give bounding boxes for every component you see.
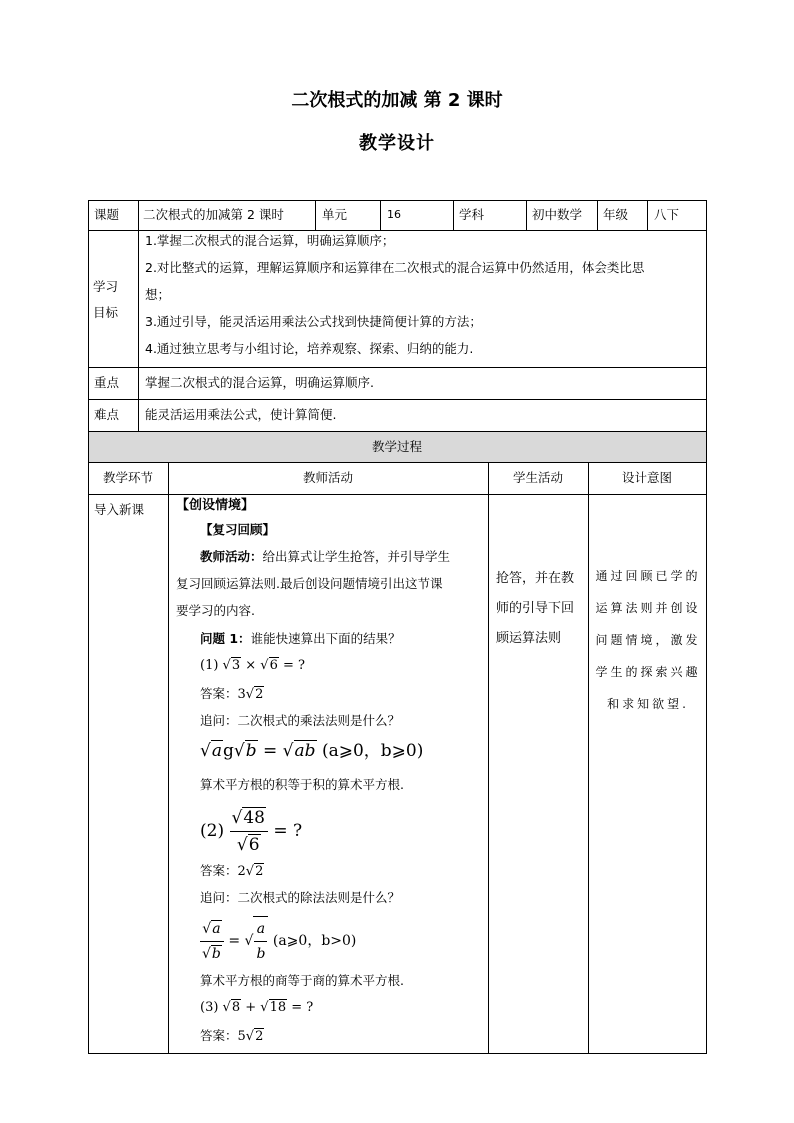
key-point-label: 重点 xyxy=(94,375,120,390)
teacher-activity-line2: 复习回顾运算法则.最后创设问题情境引出这节课 xyxy=(176,576,443,591)
multiplication-rule: √ag√b = √ab (a⩾0，b⩾0) xyxy=(200,741,424,761)
table-line xyxy=(488,462,489,1054)
problem-2 xyxy=(200,805,302,858)
goal-item: 4.通过独立思考与小组讨论，培养观察、探索、归纳的能力. xyxy=(145,341,474,356)
goals-label-line2: 目标 xyxy=(93,305,119,320)
equals-question: = ? xyxy=(283,658,305,673)
equals-question: = ? xyxy=(291,1000,314,1015)
course-value: 二次根式的加减第 2 课时 xyxy=(143,207,284,222)
answer-radicand: 2 xyxy=(255,687,264,702)
table-border-left xyxy=(88,200,89,1054)
answer-label: 答案： xyxy=(200,1028,238,1043)
difficulty-value: 能灵活运用乘法公式，使计算简便. xyxy=(145,407,337,422)
grade-value: 八下 xyxy=(654,207,680,222)
rule-condition: (a⩾0，b>0) xyxy=(272,933,357,949)
answer-coefficient: 2 xyxy=(237,864,246,879)
division-rule-text: 算术平方根的商等于商的算术平方根. xyxy=(200,973,404,988)
key-point-value: 掌握二次根式的混合运算，明确运算顺序. xyxy=(145,375,374,390)
goal-item: 3.通过引导，能灵活运用乘法公式找到快捷简便计算的方法； xyxy=(145,314,482,329)
document-title: 二次根式的加减 第 2 课时 xyxy=(291,90,503,111)
design-intent-line: 学生的探索兴趣 xyxy=(595,665,701,679)
rule-condition: (a⩾0，b⩾0) xyxy=(321,741,424,761)
follow-up-1: 追问：二次根式的乘法法则是什么？ xyxy=(200,713,401,728)
answer-coefficient: 5 xyxy=(237,1029,246,1044)
section-heading: 【创设情境】 xyxy=(176,498,255,513)
design-intent-line: 问题情境，激发 xyxy=(595,633,701,647)
answer-coefficient: 3 xyxy=(237,687,246,702)
problem-1: (1) √3 × √6 = ? xyxy=(200,658,305,673)
rule-b: b xyxy=(211,945,221,962)
radicand: 3 xyxy=(231,658,241,673)
numerator-radicand: 48 xyxy=(243,808,265,828)
table-line xyxy=(138,200,139,431)
table-line xyxy=(647,200,648,230)
student-activity xyxy=(496,564,574,654)
subject-value: 初中数学 xyxy=(532,207,583,222)
fraction: $\frac{√a}{√b}$ xyxy=(200,917,224,966)
table-line xyxy=(526,200,527,230)
table-line xyxy=(88,494,707,495)
design-intent-line: 通过回顾已学的 xyxy=(595,569,701,583)
multiplication-rule-text: 算术平方根的积等于积的算术平方根. xyxy=(200,777,404,792)
goal-item: 2.对比整式的运算，理解运算顺序和运算律在二次根式的混合运算中仍然适用，体会类比思 xyxy=(145,260,645,275)
answer-label: 答案： xyxy=(200,686,238,701)
rule-ab: ab xyxy=(294,741,316,761)
denominator-radicand: 6 xyxy=(248,835,260,855)
answer-label: 答案： xyxy=(200,863,238,878)
radicand: 6 xyxy=(269,658,278,673)
design-intent-line: 运算法则并创设 xyxy=(595,601,701,615)
fraction: $\frac{√48}{√6}$ xyxy=(230,805,268,858)
answer-3: 答案：5√2 xyxy=(200,1028,264,1044)
rule-a: a xyxy=(212,920,221,937)
follow-up-2: 追问：二次根式的除法法则是什么？ xyxy=(200,890,401,905)
table-line xyxy=(315,200,316,230)
table-line xyxy=(453,200,454,230)
column-header-student: 学生活动 xyxy=(512,470,563,485)
unit-label: 单元 xyxy=(322,207,348,222)
subsection-heading: 【复习回顾】 xyxy=(200,522,276,537)
rule-a: a xyxy=(211,741,222,761)
table-line xyxy=(168,462,169,1054)
answer-2: 答案：2√2 xyxy=(200,863,264,879)
stage-label: 导入新课 xyxy=(94,502,145,517)
column-header-stage: 教学环节 xyxy=(102,470,153,485)
answer-radicand: 2 xyxy=(255,864,264,879)
problem-3: (3) √8 + √18 = ? xyxy=(200,1000,314,1015)
goal-item: 1.掌握二次根式的混合运算，明确运算顺序； xyxy=(145,233,395,248)
problem-number: (3) xyxy=(200,1000,219,1015)
goals-label-line1: 学习 xyxy=(93,279,119,294)
student-activity-line: 抢答，并在教 xyxy=(496,571,575,586)
unit-value: 16 xyxy=(387,208,401,221)
table-border-right xyxy=(706,200,707,1054)
course-label: 课题 xyxy=(94,207,120,222)
equals-question: = ? xyxy=(273,821,303,841)
table-line xyxy=(597,200,598,230)
answer-1: 答案：3√2 xyxy=(200,686,264,702)
rule-b: b xyxy=(245,741,257,761)
problem-number: (1) xyxy=(200,658,219,673)
activity-text: 给出算式让学生抢答，并引导学生 xyxy=(262,549,451,564)
fraction: $\frac{a}{b}$ xyxy=(253,916,268,966)
teacher-activity-line3: 要学习的内容. xyxy=(176,603,255,618)
table-border-bottom xyxy=(88,1053,707,1054)
student-activity-line: 师的引导下回 xyxy=(496,601,575,616)
question-1 xyxy=(200,629,401,649)
table-line xyxy=(588,462,589,1054)
rule-dot: g xyxy=(222,741,234,761)
student-activity-line: 顾运算法则 xyxy=(496,631,562,646)
activity-label: 教师活动： xyxy=(200,549,263,564)
column-header-intent: 设计意图 xyxy=(621,470,672,485)
division-rule: $\frac{√a}{√b}$ = √ $\frac{a}{b}$ (a⩾0，b>0) xyxy=(200,916,356,966)
design-intent-line: 和求知欲望. xyxy=(607,697,689,711)
teacher-activity-line1 xyxy=(200,547,450,567)
process-header: 教学过程 xyxy=(371,438,422,454)
column-header-teacher: 教师活动 xyxy=(302,470,353,485)
document-subtitle: 教学设计 xyxy=(359,133,435,154)
question-text: 谁能快速算出下面的结果？ xyxy=(250,631,401,646)
table-line xyxy=(380,200,381,230)
problem-number: (2) xyxy=(200,821,225,841)
difficulty-label: 难点 xyxy=(94,407,120,422)
goal-item: 想； xyxy=(145,287,171,302)
radicand: 8 xyxy=(231,1000,241,1015)
design-intent xyxy=(590,560,706,720)
radicand: 18 xyxy=(269,1000,287,1015)
grade-label: 年级 xyxy=(603,207,629,222)
question-label: 问题 1： xyxy=(200,631,251,646)
answer-radicand: 2 xyxy=(255,1029,264,1044)
subject-label: 学科 xyxy=(459,207,485,222)
